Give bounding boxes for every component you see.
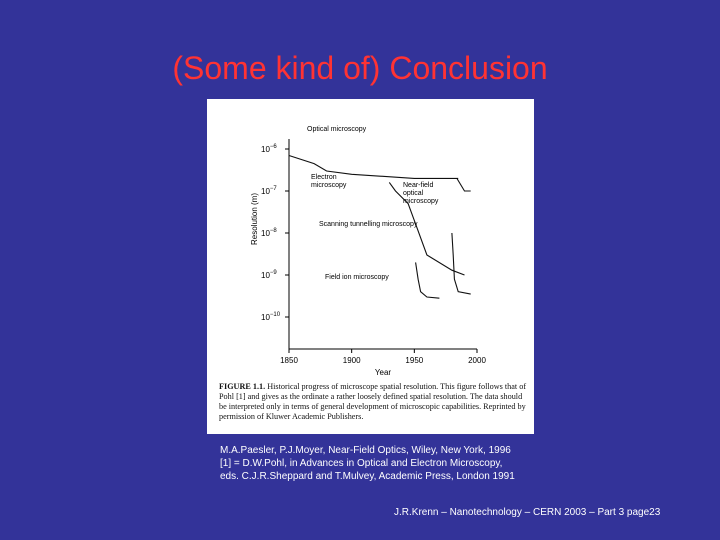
x-tick-label: 2000 <box>468 356 486 365</box>
series-label: Optical microscopy <box>307 126 367 133</box>
slide-footer: J.R.Krenn – Nanotechnology – CERN 2003 – Part 3 page23 <box>394 507 661 518</box>
references <box>220 444 550 483</box>
figure-caption-label: FIGURE 1.1. <box>219 382 266 391</box>
y-tick-label: $10^{-9}$ <box>261 270 277 280</box>
series-line <box>452 233 471 294</box>
x-tick-label: 1850 <box>280 356 298 365</box>
figure-caption <box>219 382 527 422</box>
y-tick-label: $10^{-7}$ <box>261 186 277 196</box>
resolution-chart <box>207 99 534 379</box>
x-tick-label: 1950 <box>405 356 424 365</box>
series-label: Electron microscopy <box>311 174 347 189</box>
series-label: Scanning tunnelling microscopy <box>319 221 418 228</box>
y-tick-label: $10^{-8}$ <box>261 228 277 238</box>
reference-line: M.A.Paesler, P.J.Moyer, Near-Field Optics, Wiley, New York, 1996 <box>220 445 511 456</box>
series-label: Near-field optical microscopy <box>403 182 439 205</box>
y-tick-label: $10^{-10}$ <box>261 312 281 322</box>
slide-title: (Some kind of) Conclusion <box>172 50 548 86</box>
y-tick-label: $10^{-6}$ <box>261 144 277 154</box>
reference-line: eds. C.J.R.Sheppard and T.Mulvey, Academic Press, London 1991 <box>220 471 515 482</box>
x-tick-label: 1900 <box>342 356 361 365</box>
y-axis-label: Resolution (m) <box>250 192 259 246</box>
x-axis-label: Year <box>374 368 392 377</box>
figure-caption-text: Historical progress of microscope spatial resolution. This figure follows that of Pohl [1] and gives as the ordinate a rather loosely defined spatial resolution. The data should be interpreted only in terms of general development of microscopic capabilities. Reprinted by permission of Kluwer Academic Publishers. <box>219 382 527 421</box>
figure-panel <box>207 99 534 434</box>
series-label-group <box>307 126 439 281</box>
series-line <box>416 262 440 298</box>
series-line <box>457 178 471 191</box>
reference-line: [1] = D.W.Pohl, in Advances in Optical and Electron Microscopy, <box>220 458 503 469</box>
series-label: Field ion microscopy <box>325 274 389 281</box>
